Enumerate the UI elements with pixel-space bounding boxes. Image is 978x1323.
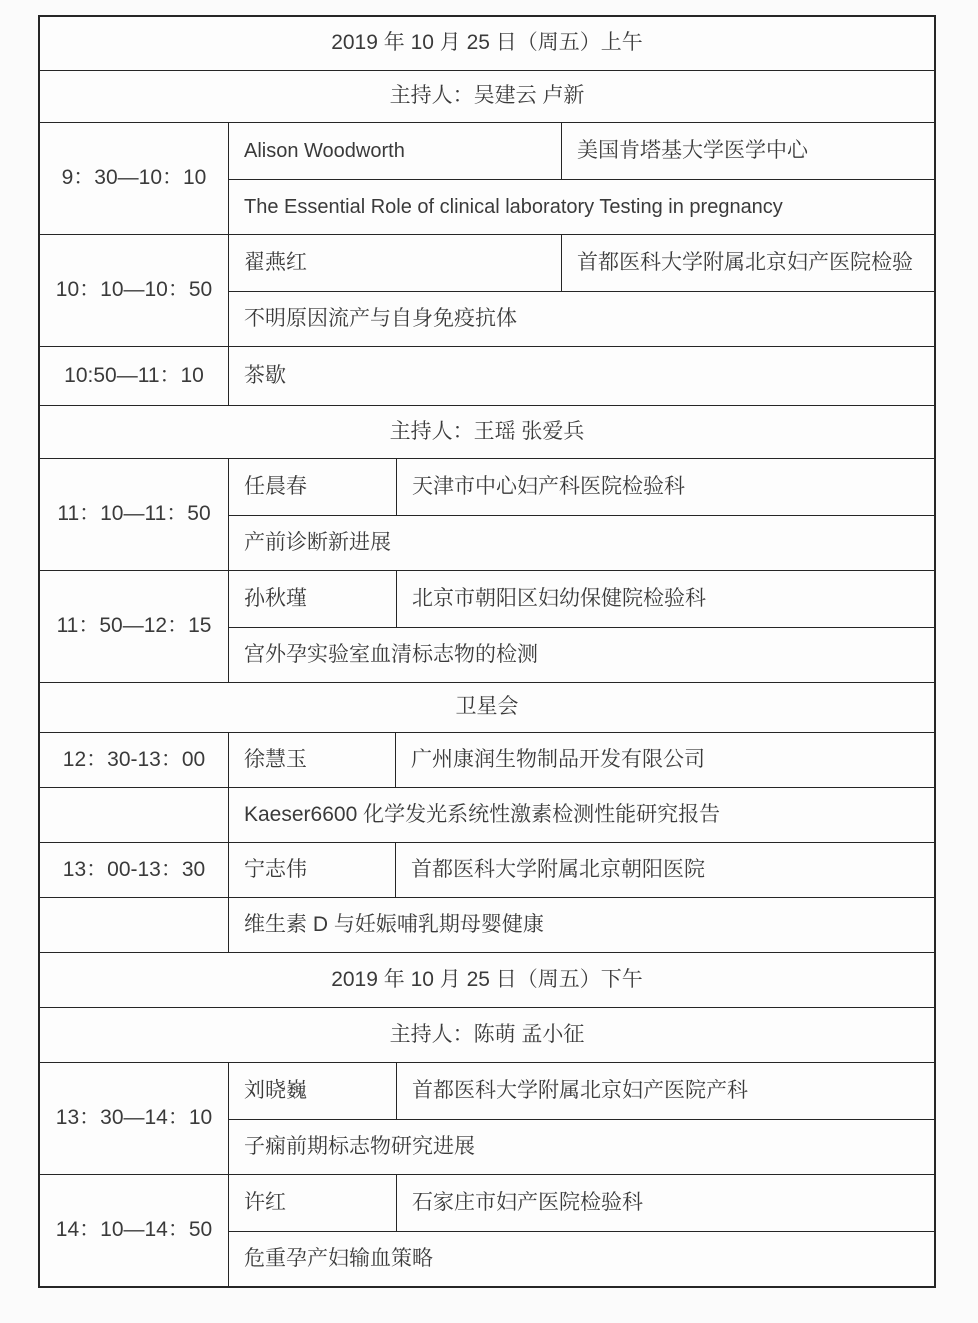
satellite-topic-row-vitamin-d (40, 897, 934, 952)
time-cell: 13：00-13：30 (62, 857, 206, 881)
talk-block-woodworth (40, 122, 934, 234)
time-cell: 14：10—14：50 (55, 1218, 213, 1242)
speaker-cell: 徐慧玉 (228, 733, 395, 787)
time-cell-empty (40, 898, 228, 952)
talk-details (228, 235, 934, 346)
topic-cell: 危重孕产妇输血策略 (244, 1246, 433, 1270)
time-cell: 11：50—12：15 (56, 614, 212, 638)
session-header-morning-label: 2019 年 10 月 25 日（周五）上午 (331, 31, 643, 55)
speaker-row (229, 1063, 934, 1120)
break-label-cell: 茶歇 (228, 347, 934, 405)
topic-cell: Kaeser6600 化学发光系统性激素检测性能研究报告 (228, 788, 934, 842)
speaker-row (229, 235, 934, 292)
time-cell: 13：30—14：10 (55, 1106, 213, 1130)
topic-cell: 产前诊断新进展 (244, 530, 391, 554)
speaker-cell: 刘晓巍 (244, 1078, 307, 1102)
time-cell: 10：10—10：50 (55, 278, 213, 302)
talk-block-liu (40, 1062, 934, 1174)
speaker-cell: 宁志伟 (228, 843, 395, 897)
moderator-row-2 (40, 405, 934, 458)
moderator-row-2-label: 主持人：王瑶 张爱兵 (389, 419, 585, 443)
affiliation-cell: 美国肯塔基大学医学中心 (561, 123, 934, 179)
talk-block-zhai (40, 234, 934, 346)
time-cell: 11：10—11：50 (57, 502, 211, 526)
speaker-cell: 任晨春 (244, 474, 307, 498)
affiliation-cell: 北京市朝阳区妇幼保健院检验科 (396, 571, 934, 627)
satellite-topic-row-kaeser (40, 787, 934, 842)
satellite-speaker-row-xu (40, 732, 934, 787)
topic-cell: 宫外孕实验室血清标志物的检测 (244, 642, 538, 666)
affiliation-cell: 石家庄市妇产医院检验科 (396, 1175, 934, 1231)
talk-details (228, 571, 934, 682)
topic-cell: 不明原因流产与自身免疫抗体 (244, 306, 517, 330)
speaker-cell: 许红 (244, 1190, 286, 1214)
talk-block-xuhong (40, 1174, 934, 1286)
talk-details (228, 459, 934, 570)
speaker-row (229, 1175, 934, 1232)
moderator-row-3 (40, 1007, 934, 1062)
speaker-cell: Alison Woodworth (244, 139, 405, 162)
affiliation-cell: 广州康润生物制品开发有限公司 (395, 733, 934, 787)
talk-block-ren (40, 458, 934, 570)
session-header-satellite (40, 682, 934, 732)
time-cell: 10:50—11：10 (64, 363, 204, 387)
moderator-row-1-label: 主持人：吴建云 卢新 (389, 84, 585, 108)
topic-cell: The Essential Role of clinical laboratory Testing in pregnancy (244, 195, 783, 218)
speaker-row (229, 123, 934, 180)
time-cell: 12：30-13：00 (62, 747, 206, 771)
talk-details (228, 123, 934, 234)
topic-cell: 子痫前期标志物研究进展 (244, 1134, 475, 1158)
talk-details (228, 1063, 934, 1174)
session-header-afternoon-label: 2019 年 10 月 25 日（周五）下午 (331, 967, 643, 991)
satellite-speaker-row-ning (40, 842, 934, 897)
speaker-row (229, 459, 934, 516)
time-cell: 9：30—10：10 (61, 166, 207, 190)
affiliation-cell: 首都医科大学附属北京妇产医院产科 (396, 1063, 934, 1119)
session-header-afternoon (40, 952, 934, 1007)
session-header-satellite-label: 卫星会 (455, 695, 519, 719)
speaker-cell: 孙秋瑾 (244, 586, 307, 610)
moderator-row-3-label: 主持人：陈萌 孟小征 (389, 1022, 585, 1046)
moderator-row-1 (40, 70, 934, 122)
affiliation-cell: 首都医科大学附属北京妇产医院检验 (561, 235, 934, 291)
conference-schedule-table (38, 15, 936, 1288)
time-cell-empty (40, 788, 228, 842)
session-header-morning (40, 17, 934, 70)
break-row (40, 346, 934, 405)
speaker-row (229, 571, 934, 628)
talk-block-sun (40, 570, 934, 682)
affiliation-cell: 首都医科大学附属北京朝阳医院 (395, 843, 934, 897)
affiliation-cell: 天津市中心妇产科医院检验科 (396, 459, 934, 515)
talk-details (228, 1175, 934, 1286)
topic-cell: 维生素 D 与妊娠哺乳期母婴健康 (228, 898, 934, 952)
speaker-cell: 翟燕红 (244, 250, 307, 274)
